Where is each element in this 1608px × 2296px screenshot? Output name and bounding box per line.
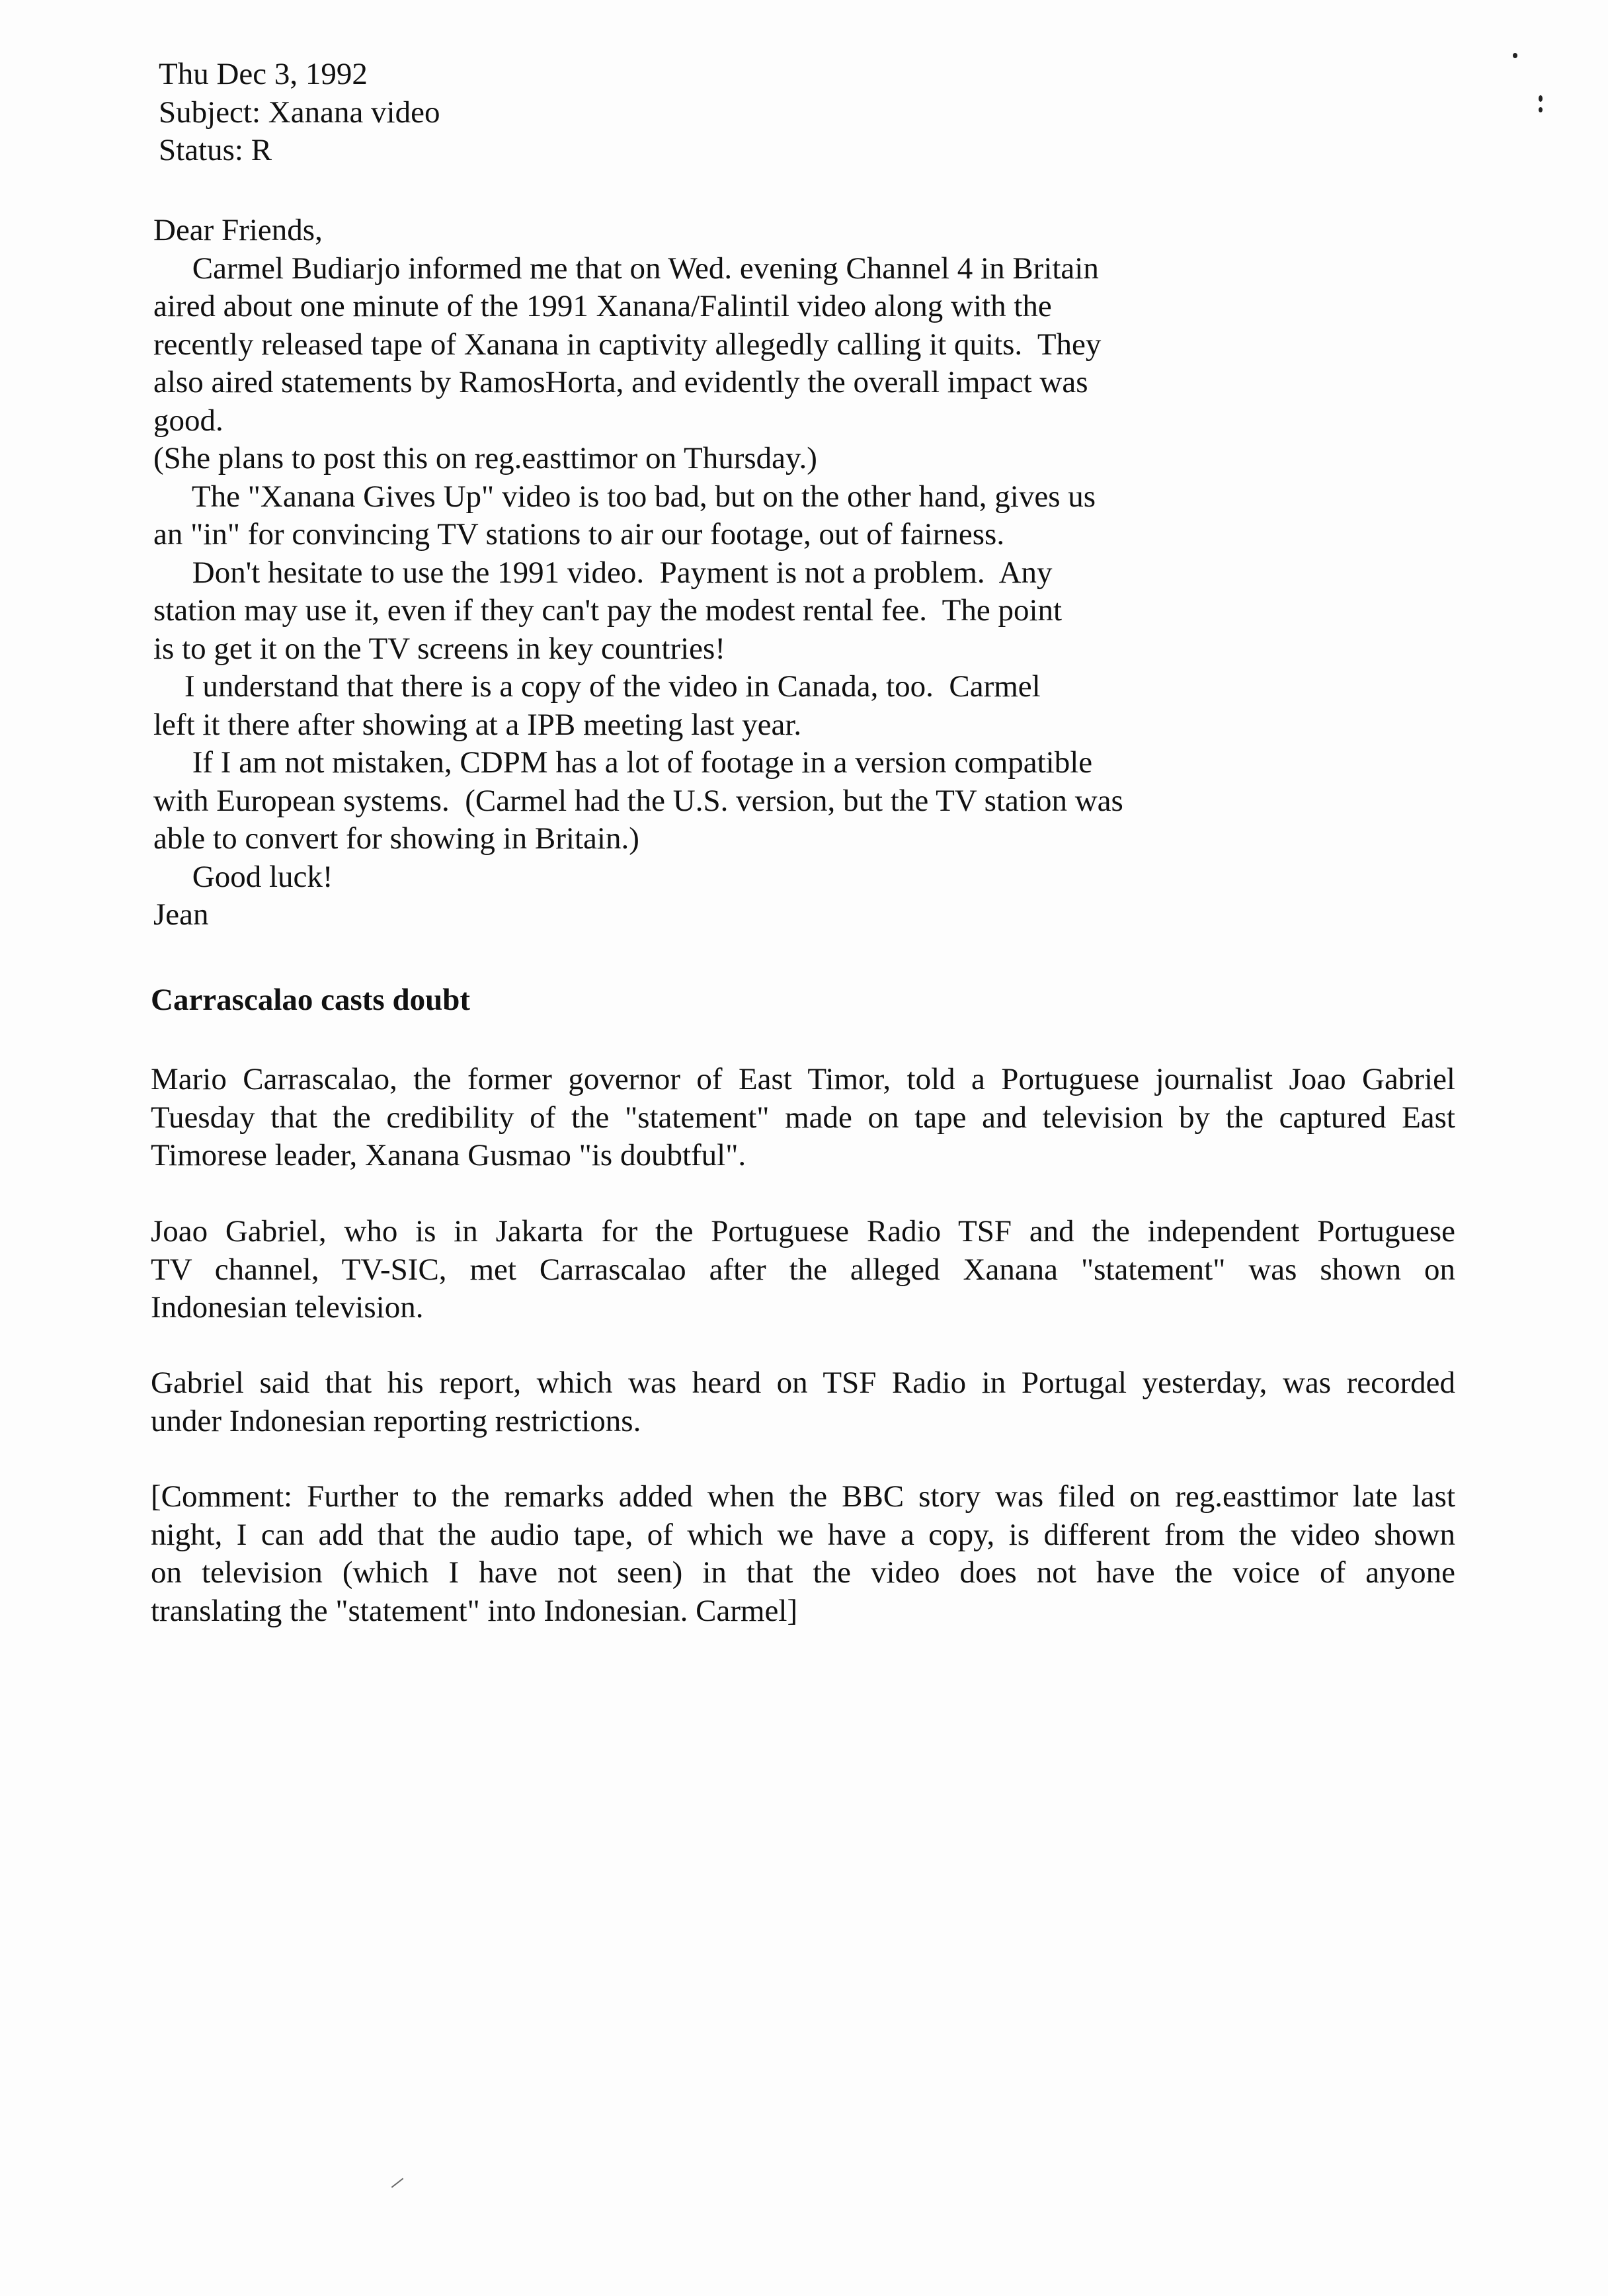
letter-line: Good luck! (153, 859, 333, 894)
letter-line: Jean (153, 897, 209, 932)
paragraph-line: Joao Gabriel, who is in Jakarta for the Portuguese Radio TSF and the independent Portuguese (151, 1214, 1455, 1249)
header-subject: Subject: Xanana video (159, 95, 440, 130)
article-heading: Carrascalao casts doubt (151, 983, 471, 1017)
article-paragraph (151, 1213, 1455, 1327)
letter-line: (She plans to post this on reg.easttimor on Thursday.) (153, 441, 817, 475)
letter-line: left it there after showing at a IPB meeting last year. (153, 707, 802, 742)
paragraph-line: Timorese leader, Xanana Gusmao "is doubtful". (151, 1138, 746, 1172)
article-paragraph (151, 1364, 1455, 1440)
letter-line: good. (153, 403, 223, 438)
scan-speck (1539, 95, 1543, 102)
header-status: Status: R (159, 133, 272, 167)
scan-speck (1513, 53, 1517, 58)
letter-line: Carmel Budiarjo informed me that on Wed. evening Channel 4 in Britain (153, 251, 1099, 286)
letter-line: Don't hesitate to use the 1991 video. Payment is not a problem. Any (153, 555, 1053, 590)
letter-line: If I am not mistaken, CDPM has a lot of footage in a version compatible (153, 745, 1093, 780)
scan-stroke (391, 2178, 404, 2188)
article-paragraph (151, 1061, 1455, 1175)
paragraph-line: Gabriel said that his report, which was heard on TSF Radio in Portugal yesterday, was recorded (151, 1366, 1455, 1400)
letter-line: I understand that there is a copy of the video in Canada, too. Carmel (153, 669, 1041, 704)
letter-line: also aired statements by RamosHorta, and evidently the overall impact was (153, 365, 1088, 399)
letter-line: aired about one minute of the 1991 Xanana/Falintil video along with the (153, 289, 1052, 323)
letter-line: an "in" for convincing TV stations to air our footage, out of fairness. (153, 517, 1005, 552)
letter-line: recently released tape of Xanana in captivity allegedly calling it quits. They (153, 327, 1102, 362)
letter-line: able to convert for showing in Britain.) (153, 821, 639, 856)
paragraph-line: translating the "statement" into Indonesian. Carmel] (151, 1593, 798, 1628)
letter-body (153, 212, 1123, 934)
letter-line: Dear Friends, (153, 213, 323, 247)
paragraph-line: Indonesian television. (151, 1290, 424, 1325)
letter-line: with European systems. (Carmel had the U.S. version, but the TV station was (153, 783, 1123, 818)
paragraph-line: Mario Carrascalao, the former governor of East Timor, told a Portuguese journalist Joao Gabriel (151, 1062, 1455, 1096)
letter-line: The "Xanana Gives Up" video is too bad, but on the other hand, gives us (153, 479, 1096, 514)
message-header (159, 56, 440, 170)
paragraph-line: [Comment: Further to the remarks added when the BBC story was filed on reg.easttimor late last (151, 1479, 1455, 1514)
article-paragraph (151, 1478, 1455, 1630)
header-date: Thu Dec 3, 1992 (159, 57, 368, 91)
paragraph-line: Tuesday that the credibility of the "statement" made on tape and television by the captured East (151, 1100, 1455, 1135)
paragraph-line: night, I can add that the audio tape, of which we have a copy, is different from the video shown (151, 1517, 1455, 1552)
letter-line: is to get it on the TV screens in key countries! (153, 631, 725, 666)
paragraph-line: TV channel, TV-SIC, met Carrascalao after the alleged Xanana "statement" was shown on (151, 1252, 1455, 1287)
scan-speck (1539, 107, 1543, 112)
letter-line: station may use it, even if they can't pay the modest rental fee. The point (153, 593, 1063, 628)
paragraph-line: on television (which I have not seen) in that the video does not have the voice of anyone (151, 1555, 1455, 1590)
paragraph-line: under Indonesian reporting restrictions. (151, 1403, 641, 1438)
